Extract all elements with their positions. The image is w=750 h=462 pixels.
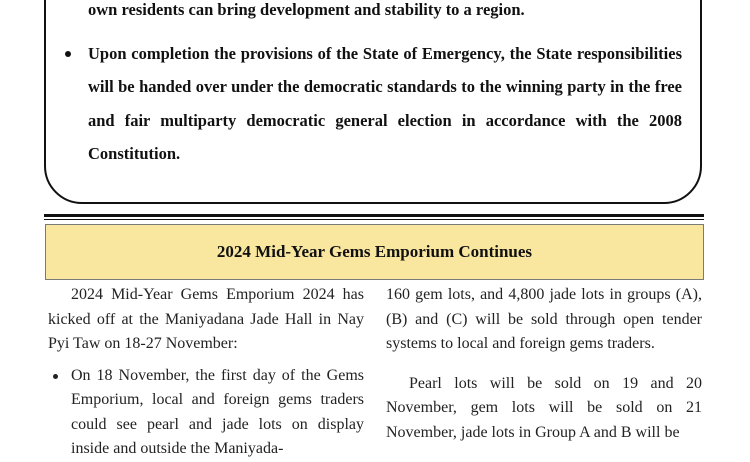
bullet-icon <box>65 51 71 57</box>
notice-carryover-text: own residents can bring development and stability to a region. <box>88 0 525 19</box>
article-heading: 2024 Mid-Year Gems Emporium Continues <box>45 224 704 280</box>
section-divider-thin <box>44 219 704 220</box>
notice-bullet-text: Upon completion the provisions of the State of Emergency, the State responsibilities will be handed over under the democratic standards to the winning party in the free and fair multiparty democratic general election in accordance with the 2008 Constitution. <box>88 44 682 163</box>
article-column-right <box>386 283 702 445</box>
section-divider-thick <box>44 214 704 217</box>
article-paragraph: 160 gem lots, and 4,800 jade lots in groups (A), (B) and (C) will be sold through open tender systems to local and foreign gems traders. <box>386 286 702 352</box>
article-intro: 2024 Mid-Year Gems Emporium 2024 has kicked off at the Maniyadana Jade Hall in Nay Pyi Taw on 18-27 November: <box>48 286 364 352</box>
article-bullet-text: On 18 November, the first day of the Gems Emporium, local and foreign gems traders could see pearl and jade lots on display inside and outside the Maniyada- <box>71 366 364 457</box>
article-paragraph: Pearl lots will be sold on 19 and 20 November, gem lots will be sold on 21 November, jade lots in Group A and B will be <box>386 374 702 441</box>
notice-bullet-item <box>88 37 682 170</box>
article-list-item <box>48 364 364 462</box>
article-column-left <box>48 283 364 462</box>
bullet-icon <box>53 374 58 379</box>
